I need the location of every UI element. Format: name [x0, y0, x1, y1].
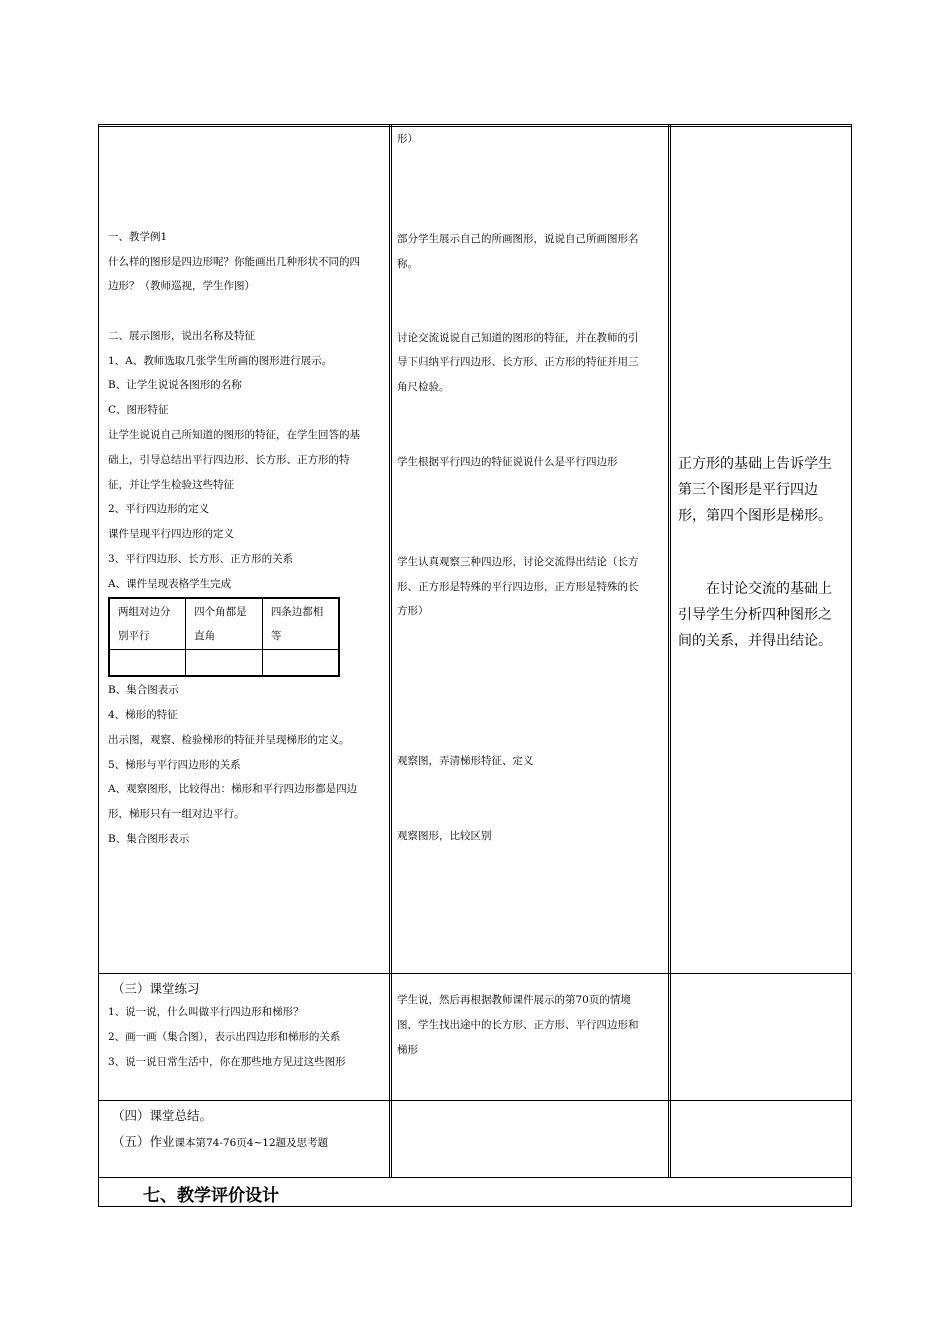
homework-prefix: （五）作业: [112, 1134, 175, 1149]
column-divider-1: [389, 124, 390, 1178]
summary-title: （四）课堂总结。: [112, 1108, 213, 1123]
feature-table-header-right-angles: 四个角都是直角: [186, 598, 263, 650]
practice-activity-line1: 学生说，然后再根据教师课件展示的第70页的情境: [397, 994, 631, 1006]
activity-6: 观察图形，比较区别: [397, 830, 492, 842]
show-step-1b: B、让学生说说各图形的名称: [108, 379, 242, 391]
feature-table-header-parallel: 两组对边分别平行: [109, 598, 186, 650]
show-step-1c-detail1: 让学生说说自己所知道的图形的特征，在学生回答的基: [108, 429, 360, 441]
activity-4-line3: 方形）: [397, 605, 429, 617]
activity-3: 学生根据平行四边的特征说说什么是平行四边形: [397, 456, 618, 468]
homework-line: [112, 1131, 328, 1153]
show-step-5b: B、集合图形表示: [108, 833, 190, 845]
show-step-3a: A、课件呈现表格学生完成: [108, 578, 232, 590]
column-divider-1b: [391, 124, 392, 1178]
show-step-1c: C、图形特征: [108, 404, 169, 416]
column-divider-2: [668, 124, 669, 1178]
row-divider-section7: [98, 1177, 852, 1178]
show-step-2-detail: 课件呈现平行四边形的定义: [108, 528, 234, 540]
practice-title: （三）课堂练习: [112, 981, 200, 996]
activity-4-line2: 形、正方形是特殊的平行四边形，正方形是特殊的长: [397, 581, 639, 593]
activity-1-line1: 部分学生展示自己的所画图形，说说自己所画图形名: [397, 233, 639, 245]
practice-item-1: 1、说一说，什么叫做平行四边形和梯形？: [108, 1006, 304, 1018]
show-step-5a-line1: A、观察图形，比较得出：梯形和平行四边形都是四边: [108, 783, 358, 795]
example-question-line2: 边形？（教师巡视，学生作图）: [108, 280, 255, 292]
activity-top-fragment: 形）: [397, 133, 418, 145]
feature-table-cell: [186, 650, 263, 676]
show-step-5a-line2: 形，梯形只有一组对边平行。: [108, 808, 245, 820]
show-step-4: 4、梯形的特征: [108, 709, 178, 721]
show-step-4-detail: 出示图，观察、检验梯形的特征并呈现梯形的定义。: [108, 734, 350, 746]
show-step-3: 3、平行四边形、长方形、正方形的关系: [108, 553, 294, 565]
show-title: 二、展示图形，说出名称及特征: [108, 330, 255, 342]
feature-table-cell: [262, 650, 339, 676]
activity-4-line1: 学生认真观察三种四边形，讨论交流得出结论（长方: [397, 556, 639, 568]
practice-activity-line2: 图，学生找出途中的长方形、正方形、平行四边形和: [397, 1019, 639, 1031]
row-divider-practice: [98, 973, 852, 974]
activity-1-line2: 称。: [397, 258, 418, 270]
table-top-border-double: [98, 126, 852, 127]
section-7-heading: 七、教学评价设计: [143, 1186, 279, 1206]
feature-table: [108, 597, 340, 677]
example-title: 一、教学例1: [108, 231, 168, 243]
show-step-1a: 1、A、教师选取几张学生所画的图形进行展示。: [108, 355, 333, 367]
design-note-2: 在讨论交流的基础上引导学生分析四种图形之间的关系，并得出结论。: [678, 581, 832, 649]
homework-text: 课本第74-76页4~12题及思考题: [174, 1137, 329, 1149]
example-question-line1: 什么样的图形是四边形呢？你能画出几种形状不同的四: [108, 256, 360, 268]
activity-2-line3: 角尺检验。: [397, 381, 450, 393]
show-step-5: 5、梯形与平行四边形的关系: [108, 759, 241, 771]
row-divider-summary: [98, 1100, 852, 1101]
show-step-1c-detail2: 础上，引导总结出平行四边形、长方形、正方形的特: [108, 454, 350, 466]
practice-activity-line3: 梯形: [397, 1044, 418, 1056]
show-step-3b: B、集合图表示: [108, 684, 179, 696]
activity-5: 观察图，弄清梯形特征、定义: [397, 755, 534, 767]
practice-item-3: 3、说一说日常生活中，你在那些地方见过这些图形: [108, 1056, 346, 1068]
feature-table-cell: [109, 650, 186, 676]
practice-item-2: 2、画一画（集合图），表示出四边形和梯形的关系: [108, 1031, 341, 1043]
design-note-1: 正方形的基础上告诉学生第三个图形是平行四边形，第四个图形是梯形。: [678, 456, 832, 524]
show-step-1c-detail3: 征，并让学生检验这些特征: [108, 479, 234, 491]
feature-table-header-equal-sides: 四条边都相等: [262, 598, 339, 650]
activity-2-line2: 导下归纳平行四边形、长方形、正方形的特征并用三: [397, 356, 639, 368]
column-divider-2b: [670, 124, 671, 1178]
activity-2-line1: 讨论交流说说自己知道的图形的特征，并在教师的引: [397, 332, 639, 344]
show-step-2: 2、平行四边形的定义: [108, 503, 210, 515]
